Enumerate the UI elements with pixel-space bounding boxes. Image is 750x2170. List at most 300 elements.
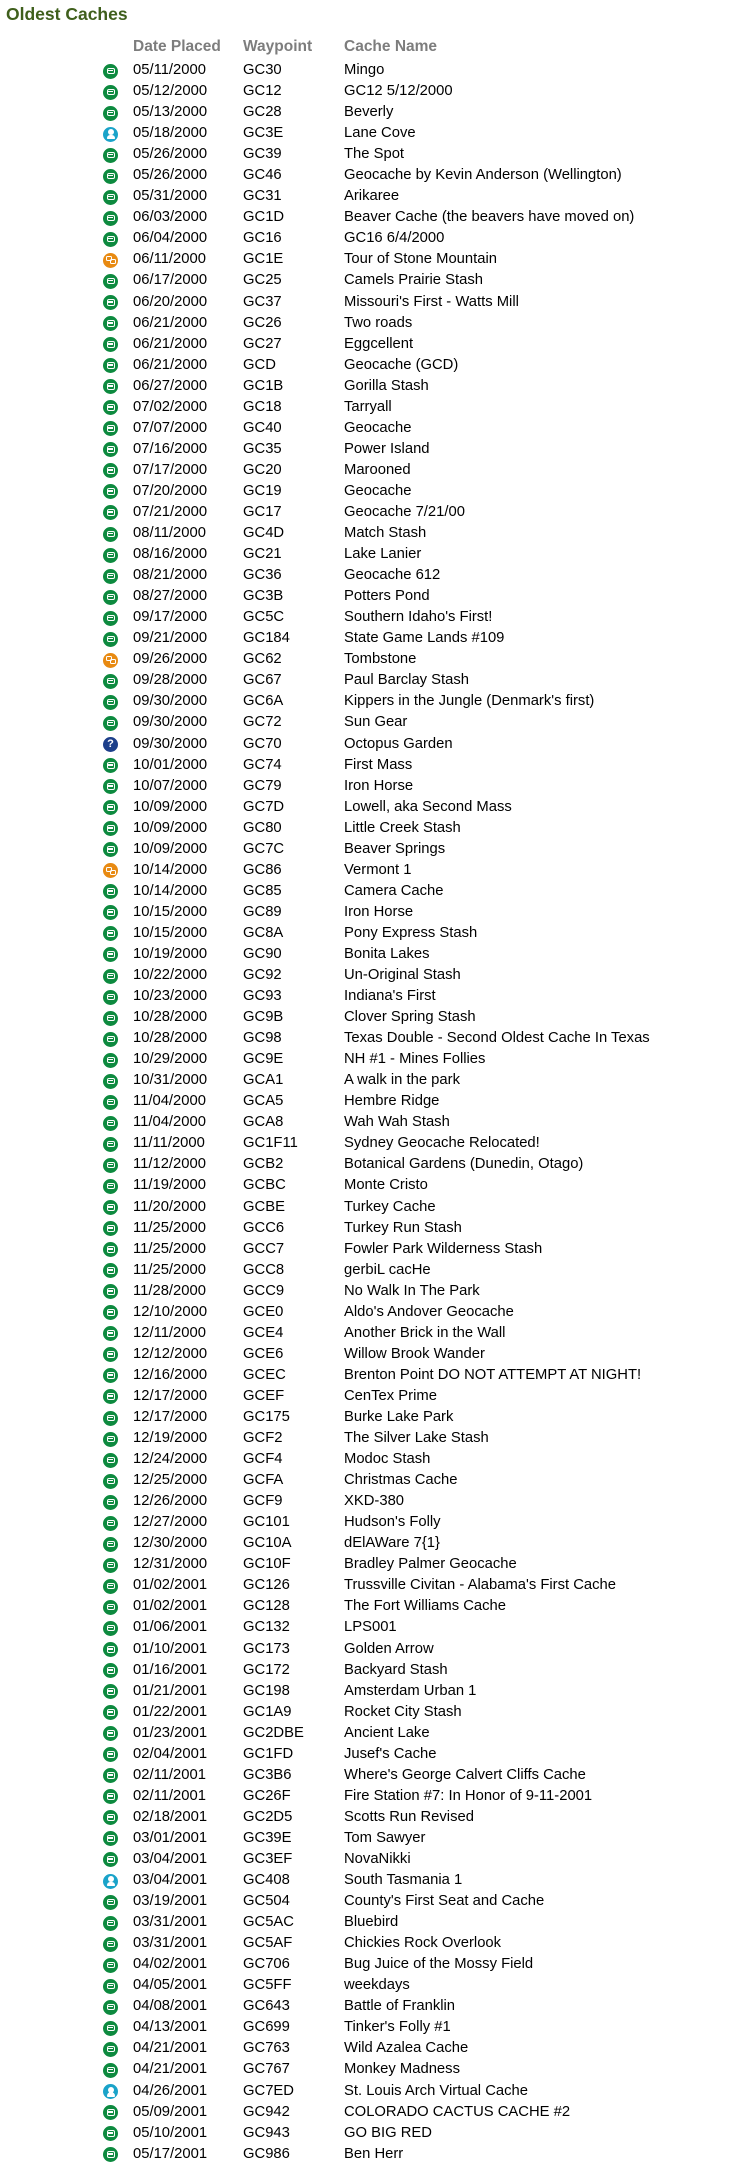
cache-name-link[interactable]: Camels Prairie Stash [344, 272, 483, 289]
waypoint-code[interactable]: GCFA [243, 1472, 284, 1489]
cache-name-link[interactable]: Mingo [344, 62, 385, 78]
virtual-cache-icon[interactable] [103, 1874, 118, 1889]
traditional-cache-icon[interactable] [103, 379, 118, 394]
traditional-cache-icon[interactable] [103, 527, 118, 542]
cache-name-link[interactable]: Little Creek Stash [344, 819, 461, 836]
cache-name-link[interactable]: GC12 5/12/2000 [344, 83, 453, 100]
waypoint-code[interactable]: GCD [243, 356, 276, 373]
waypoint-code[interactable]: GC40 [243, 419, 282, 436]
cache-name-link[interactable]: Jusef's Cache [344, 1745, 437, 1762]
traditional-cache-icon[interactable] [103, 1368, 118, 1383]
cache-name-link[interactable]: Geocache 7/21/00 [344, 503, 465, 520]
traditional-cache-icon[interactable] [103, 1684, 118, 1699]
waypoint-code[interactable]: GC1FD [243, 1745, 294, 1762]
traditional-cache-icon[interactable] [103, 2000, 118, 2015]
cache-name-link[interactable]: Power Island [344, 440, 430, 457]
cache-name-link[interactable]: County's First Seat and Cache [344, 1893, 545, 1910]
traditional-cache-icon[interactable] [103, 1095, 118, 1110]
cache-name-link[interactable]: NovaNikki [344, 1850, 411, 1867]
waypoint-code[interactable]: GC62 [243, 651, 282, 668]
traditional-cache-icon[interactable] [103, 674, 118, 689]
cache-name-link[interactable]: Christmas Cache [344, 1472, 458, 1489]
cache-name-link[interactable]: Tombstone [344, 651, 417, 668]
cache-name-link[interactable]: Potters Pond [344, 588, 430, 605]
traditional-cache-icon[interactable] [103, 358, 118, 373]
traditional-cache-icon[interactable] [103, 905, 118, 920]
waypoint-code[interactable]: GC89 [243, 903, 282, 920]
waypoint-code[interactable]: GC942 [243, 2103, 290, 2120]
cache-name-link[interactable]: Un-Original Stash [344, 967, 461, 984]
cache-name-link[interactable]: Indiana's First [344, 988, 436, 1005]
traditional-cache-icon[interactable] [103, 548, 118, 563]
waypoint-code[interactable]: GC7C [243, 840, 285, 857]
cache-name-link[interactable]: Beaver Springs [344, 840, 446, 857]
traditional-cache-icon[interactable] [103, 1053, 118, 1068]
waypoint-code[interactable]: GC92 [243, 967, 282, 984]
traditional-cache-icon[interactable] [103, 632, 118, 647]
cache-name-link[interactable]: Geocache (GCD) [344, 356, 459, 373]
cache-name-link[interactable]: Golden Arrow [344, 1640, 434, 1657]
traditional-cache-icon[interactable] [103, 1537, 118, 1552]
waypoint-code[interactable]: GC18 [243, 398, 282, 415]
waypoint-code[interactable]: GC5C [243, 609, 285, 626]
waypoint-code[interactable]: GC39 [243, 146, 282, 163]
waypoint-code[interactable]: GC9E [243, 1051, 284, 1068]
waypoint-code[interactable]: GC132 [243, 1619, 290, 1636]
waypoint-code[interactable]: GC643 [243, 1998, 290, 2015]
cache-name-link[interactable]: Kippers in the Jungle (Denmark's first) [344, 693, 595, 710]
waypoint-code[interactable]: GC1F11 [243, 1135, 298, 1152]
waypoint-code[interactable]: GC172 [243, 1661, 290, 1678]
traditional-cache-icon[interactable] [103, 1074, 118, 1089]
cache-name-link[interactable]: Another Brick in the Wall [344, 1324, 506, 1341]
waypoint-code[interactable]: GCC7 [243, 1240, 285, 1257]
mystery-cache-icon[interactable] [103, 737, 118, 752]
waypoint-code[interactable]: GC10F [243, 1556, 291, 1573]
traditional-cache-icon[interactable] [103, 947, 118, 962]
cache-name-link[interactable]: Wild Azalea Cache [344, 2040, 469, 2057]
cache-name-link[interactable]: LPS001 [344, 1619, 397, 1636]
traditional-cache-icon[interactable] [103, 148, 118, 163]
cache-name-link[interactable]: XKD-380 [344, 1493, 405, 1510]
cache-name-link[interactable]: Bug Juice of the Mossy Field [344, 1956, 534, 1973]
cache-name-link[interactable]: Lowell, aka Second Mass [344, 798, 512, 815]
waypoint-code[interactable]: GC1E [243, 251, 284, 268]
cache-name-link[interactable]: Hudson's Folly [344, 1514, 441, 1531]
cache-name-link[interactable]: Octopus Garden [344, 735, 453, 752]
waypoint-code[interactable]: GC85 [243, 882, 282, 899]
cache-name-link[interactable]: Geocache [344, 482, 412, 499]
cache-name-link[interactable]: State Game Lands #109 [344, 630, 505, 647]
waypoint-code[interactable]: GCC9 [243, 1282, 285, 1299]
traditional-cache-icon[interactable] [103, 1242, 118, 1257]
traditional-cache-icon[interactable] [103, 1411, 118, 1426]
waypoint-code[interactable]: GC1D [243, 209, 285, 226]
cache-name-link[interactable]: Brenton Point DO NOT ATTEMPT AT NIGHT! [344, 1366, 642, 1383]
cache-name-link[interactable]: Amsterdam Urban 1 [344, 1682, 477, 1699]
cache-name-link[interactable]: gerbiL cacHe [344, 1261, 431, 1278]
waypoint-code[interactable]: GC46 [243, 167, 282, 184]
cache-name-link[interactable]: Rocket City Stash [344, 1703, 462, 1720]
waypoint-code[interactable]: GC101 [243, 1514, 290, 1531]
waypoint-code[interactable]: GC26 [243, 314, 282, 331]
cache-name-link[interactable]: NH #1 - Mines Follies [344, 1051, 486, 1068]
waypoint-code[interactable]: GC7D [243, 798, 285, 815]
waypoint-code[interactable]: GC79 [243, 777, 282, 794]
waypoint-code[interactable]: GC36 [243, 567, 282, 584]
traditional-cache-icon[interactable] [103, 1305, 118, 1320]
traditional-cache-icon[interactable] [103, 1263, 118, 1278]
traditional-cache-icon[interactable] [103, 1158, 118, 1173]
traditional-cache-icon[interactable] [103, 2063, 118, 2078]
waypoint-code[interactable]: GC2DBE [243, 1724, 304, 1741]
waypoint-code[interactable]: GC21 [243, 546, 282, 563]
traditional-cache-icon[interactable] [103, 884, 118, 899]
cache-name-link[interactable]: Missouri's First - Watts Mill [344, 293, 519, 310]
cache-name-link[interactable]: No Walk In The Park [344, 1282, 480, 1299]
waypoint-code[interactable]: GC763 [243, 2040, 290, 2057]
cache-name-link[interactable]: Fowler Park Wilderness Stash [344, 1240, 543, 1257]
cache-name-link[interactable]: Clover Spring Stash [344, 1009, 476, 1026]
waypoint-code[interactable]: GC74 [243, 756, 282, 773]
waypoint-code[interactable]: GCA8 [243, 1114, 284, 1131]
cache-name-link[interactable]: Iron Horse [344, 903, 414, 920]
traditional-cache-icon[interactable] [103, 1600, 118, 1615]
cache-name-link[interactable]: Trussville Civitan - Alabama's First Cache [344, 1577, 616, 1594]
cache-name-link[interactable]: Wah Wah Stash [344, 1114, 450, 1131]
waypoint-code[interactable]: GC7ED [243, 2082, 294, 2099]
waypoint-code[interactable]: GC504 [243, 1893, 290, 1910]
waypoint-code[interactable]: GC943 [243, 2124, 290, 2141]
traditional-cache-icon[interactable] [103, 590, 118, 605]
cache-name-link[interactable]: Sydney Geocache Relocated! [344, 1135, 540, 1152]
waypoint-code[interactable]: GCC6 [243, 1219, 285, 1236]
cache-name-link[interactable]: The Spot [344, 146, 405, 163]
traditional-cache-icon[interactable] [103, 1747, 118, 1762]
traditional-cache-icon[interactable] [103, 800, 118, 815]
waypoint-code[interactable]: GC5AC [243, 1914, 294, 1931]
waypoint-code[interactable]: GC19 [243, 482, 282, 499]
waypoint-code[interactable]: GCE0 [243, 1303, 284, 1320]
waypoint-code[interactable]: GC80 [243, 819, 282, 836]
traditional-cache-icon[interactable] [103, 1958, 118, 1973]
traditional-cache-icon[interactable] [103, 442, 118, 457]
cache-name-link[interactable]: Turkey Run Stash [344, 1219, 462, 1236]
traditional-cache-icon[interactable] [103, 1137, 118, 1152]
cache-name-link[interactable]: Turkey Cache [344, 1198, 436, 1215]
waypoint-code[interactable]: GC3B [243, 588, 284, 605]
cache-name-link[interactable]: Iron Horse [344, 777, 414, 794]
cache-name-link[interactable]: Tom Sawyer [344, 1829, 426, 1846]
waypoint-code[interactable]: GC184 [243, 630, 290, 647]
traditional-cache-icon[interactable] [103, 1116, 118, 1131]
traditional-cache-icon[interactable] [103, 1432, 118, 1447]
waypoint-code[interactable]: GC20 [243, 461, 282, 478]
cache-name-link[interactable]: Southern Idaho's First! [344, 609, 493, 626]
cache-name-link[interactable]: Monkey Madness [344, 2061, 460, 2078]
traditional-cache-icon[interactable] [103, 779, 118, 794]
cache-name-link[interactable]: Sun Gear [344, 714, 408, 731]
cache-name-link[interactable]: St. Louis Arch Virtual Cache [344, 2082, 528, 2099]
traditional-cache-icon[interactable] [103, 1642, 118, 1657]
waypoint-code[interactable]: GC2D5 [243, 1808, 293, 1825]
cache-name-link[interactable]: Backyard Stash [344, 1661, 448, 1678]
waypoint-code[interactable]: GC72 [243, 714, 282, 731]
cache-name-link[interactable]: Where's George Calvert Cliffs Cache [344, 1766, 586, 1783]
waypoint-code[interactable]: GC3EF [243, 1850, 293, 1867]
traditional-cache-icon[interactable] [103, 211, 118, 226]
traditional-cache-icon[interactable] [103, 969, 118, 984]
cache-name-link[interactable]: South Tasmania 1 [344, 1872, 463, 1889]
waypoint-code[interactable]: GCEC [243, 1366, 286, 1383]
traditional-cache-icon[interactable] [103, 1979, 118, 1994]
cache-name-link[interactable]: Bradley Palmer Geocache [344, 1556, 517, 1573]
traditional-cache-icon[interactable] [103, 1579, 118, 1594]
traditional-cache-icon[interactable] [103, 1916, 118, 1931]
cache-name-link[interactable]: Two roads [344, 314, 413, 331]
cache-name-link[interactable]: The Silver Lake Stash [344, 1430, 489, 1447]
waypoint-code[interactable]: GC70 [243, 735, 282, 752]
traditional-cache-icon[interactable] [103, 337, 118, 352]
traditional-cache-icon[interactable] [103, 1937, 118, 1952]
cache-name-link[interactable]: Lake Lanier [344, 546, 422, 563]
traditional-cache-icon[interactable] [103, 1705, 118, 1720]
cache-name-link[interactable]: Tinker's Folly #1 [344, 2019, 451, 2036]
cache-name-link[interactable]: dElAWare 7{1} [344, 1535, 440, 1552]
traditional-cache-icon[interactable] [103, 1347, 118, 1362]
traditional-cache-icon[interactable] [103, 1495, 118, 1510]
multi-cache-icon[interactable] [103, 653, 118, 668]
waypoint-code[interactable]: GC986 [243, 2145, 290, 2162]
cache-name-link[interactable]: Arikaree [344, 188, 400, 205]
cache-name-link[interactable]: Tarryall [344, 398, 392, 415]
waypoint-code[interactable]: GCBC [243, 1177, 286, 1194]
cache-name-link[interactable]: A walk in the park [344, 1072, 460, 1089]
waypoint-code[interactable]: GC39E [243, 1829, 292, 1846]
cache-name-link[interactable]: Pony Express Stash [344, 924, 478, 941]
multi-cache-icon[interactable] [103, 863, 118, 878]
waypoint-code[interactable]: GC86 [243, 861, 282, 878]
traditional-cache-icon[interactable] [103, 1726, 118, 1741]
waypoint-code[interactable]: GC699 [243, 2019, 290, 2036]
cache-name-link[interactable]: Modoc Stash [344, 1451, 431, 1468]
waypoint-code[interactable]: GC31 [243, 188, 282, 205]
waypoint-code[interactable]: GCBE [243, 1198, 285, 1215]
cache-name-link[interactable]: Camera Cache [344, 882, 444, 899]
cache-name-link[interactable]: Eggcellent [344, 335, 414, 352]
cache-name-link[interactable]: Bonita Lakes [344, 945, 430, 962]
cache-name-link[interactable]: GO BIG RED [344, 2124, 432, 2141]
waypoint-code[interactable]: GC30 [243, 62, 282, 78]
waypoint-code[interactable]: GC198 [243, 1682, 290, 1699]
traditional-cache-icon[interactable] [103, 400, 118, 415]
waypoint-code[interactable]: GCEF [243, 1387, 285, 1404]
traditional-cache-icon[interactable] [103, 821, 118, 836]
traditional-cache-icon[interactable] [103, 274, 118, 289]
waypoint-code[interactable]: GC27 [243, 335, 282, 352]
cache-name-link[interactable]: First Mass [344, 756, 413, 773]
cache-name-link[interactable]: GC16 6/4/2000 [344, 230, 445, 247]
traditional-cache-icon[interactable] [103, 316, 118, 331]
waypoint-code[interactable]: GCF4 [243, 1451, 283, 1468]
cache-name-link[interactable]: Chickies Rock Overlook [344, 1935, 502, 1952]
traditional-cache-icon[interactable] [103, 1326, 118, 1341]
waypoint-code[interactable]: GC128 [243, 1598, 290, 1615]
cache-name-link[interactable]: The Fort Williams Cache [344, 1598, 506, 1615]
waypoint-code[interactable]: GC90 [243, 945, 282, 962]
traditional-cache-icon[interactable] [103, 421, 118, 436]
traditional-cache-icon[interactable] [103, 64, 118, 79]
traditional-cache-icon[interactable] [103, 1011, 118, 1026]
traditional-cache-icon[interactable] [103, 695, 118, 710]
traditional-cache-icon[interactable] [103, 85, 118, 100]
waypoint-code[interactable]: GCE4 [243, 1324, 284, 1341]
traditional-cache-icon[interactable] [103, 1032, 118, 1047]
waypoint-code[interactable]: GC12 [243, 83, 282, 100]
cache-name-link[interactable]: Battle of Franklin [344, 1998, 456, 2015]
cache-name-link[interactable]: Geocache by Kevin Anderson (Wellington) [344, 167, 622, 184]
cache-name-link[interactable]: Beverly [344, 104, 394, 121]
cache-name-link[interactable]: Aldo's Andover Geocache [344, 1303, 514, 1320]
multi-cache-icon[interactable] [103, 253, 118, 268]
traditional-cache-icon[interactable] [103, 716, 118, 731]
cache-name-link[interactable]: Vermont 1 [344, 861, 412, 878]
traditional-cache-icon[interactable] [103, 190, 118, 205]
virtual-cache-icon[interactable] [103, 127, 118, 142]
cache-name-link[interactable]: Fire Station #7: In Honor of 9-11-2001 [344, 1787, 593, 1804]
traditional-cache-icon[interactable] [103, 232, 118, 247]
cache-name-link[interactable]: Scotts Run Revised [344, 1808, 474, 1825]
traditional-cache-icon[interactable] [103, 1558, 118, 1573]
cache-name-link[interactable]: Burke Lake Park [344, 1409, 454, 1425]
traditional-cache-icon[interactable] [103, 990, 118, 1005]
traditional-cache-icon[interactable] [103, 2105, 118, 2120]
cache-name-link[interactable]: Geocache 612 [344, 567, 441, 584]
cache-name-link[interactable]: Botanical Gardens (Dunedin, Otago) [344, 1156, 584, 1173]
traditional-cache-icon[interactable] [103, 1852, 118, 1867]
waypoint-code[interactable]: GC173 [243, 1640, 290, 1657]
traditional-cache-icon[interactable] [103, 1895, 118, 1910]
cache-name-link[interactable]: Hembre Ridge [344, 1093, 440, 1110]
cache-name-link[interactable]: COLORADO CACTUS CACHE #2 [344, 2103, 571, 2120]
waypoint-code[interactable]: GC1B [243, 377, 284, 394]
cache-name-link[interactable]: Ancient Lake [344, 1724, 430, 1741]
waypoint-code[interactable]: GC25 [243, 272, 282, 289]
waypoint-code[interactable]: GC1A9 [243, 1703, 292, 1720]
waypoint-code[interactable]: GC28 [243, 104, 282, 121]
cache-name-link[interactable]: Ben Herr [344, 2145, 404, 2162]
waypoint-code[interactable]: GC4D [243, 525, 285, 542]
waypoint-code[interactable]: GC408 [243, 1872, 290, 1889]
traditional-cache-icon[interactable] [103, 1284, 118, 1299]
cache-name-link[interactable]: weekdays [344, 1977, 410, 1994]
traditional-cache-icon[interactable] [103, 842, 118, 857]
waypoint-code[interactable]: GCA1 [243, 1072, 284, 1089]
waypoint-code[interactable]: GCF2 [243, 1430, 283, 1447]
waypoint-code[interactable]: GC17 [243, 503, 282, 520]
cache-name-link[interactable]: Lane Cove [344, 125, 416, 142]
cache-name-link[interactable]: Paul Barclay Stash [344, 672, 470, 689]
waypoint-code[interactable]: GC175 [243, 1409, 290, 1425]
traditional-cache-icon[interactable] [103, 926, 118, 941]
traditional-cache-icon[interactable] [103, 1516, 118, 1531]
waypoint-code[interactable]: GC9B [243, 1009, 284, 1026]
cache-name-link[interactable]: Monte Cristo [344, 1177, 428, 1194]
traditional-cache-icon[interactable] [103, 2042, 118, 2057]
waypoint-code[interactable]: GC706 [243, 1956, 290, 1973]
traditional-cache-icon[interactable] [103, 1389, 118, 1404]
waypoint-code[interactable]: GC10A [243, 1535, 292, 1552]
traditional-cache-icon[interactable] [103, 1474, 118, 1489]
waypoint-code[interactable]: GC67 [243, 672, 282, 689]
cache-name-link[interactable]: Marooned [344, 461, 411, 478]
waypoint-code[interactable]: GC26F [243, 1787, 291, 1804]
traditional-cache-icon[interactable] [103, 505, 118, 520]
virtual-cache-icon[interactable] [103, 2084, 118, 2099]
traditional-cache-icon[interactable] [103, 295, 118, 310]
cache-name-link[interactable]: Texas Double - Second Oldest Cache In Texas [344, 1030, 650, 1047]
cache-name-link[interactable]: CenTex Prime [344, 1387, 437, 1404]
waypoint-code[interactable]: GCB2 [243, 1156, 284, 1173]
cache-name-link[interactable]: Tour of Stone Mountain [344, 251, 497, 268]
waypoint-code[interactable]: GC5AF [243, 1935, 293, 1952]
traditional-cache-icon[interactable] [103, 1200, 118, 1215]
traditional-cache-icon[interactable] [103, 484, 118, 499]
traditional-cache-icon[interactable] [103, 1810, 118, 1825]
waypoint-code[interactable]: GC35 [243, 440, 282, 457]
waypoint-code[interactable]: GC3E [243, 125, 284, 142]
waypoint-code[interactable]: GC8A [243, 924, 284, 941]
waypoint-code[interactable]: GCC8 [243, 1261, 285, 1278]
traditional-cache-icon[interactable] [103, 1221, 118, 1236]
cache-name-link[interactable]: Geocache [344, 419, 412, 436]
waypoint-code[interactable]: GC3B6 [243, 1766, 292, 1783]
waypoint-code[interactable]: GC98 [243, 1030, 282, 1047]
traditional-cache-icon[interactable] [103, 1179, 118, 1194]
waypoint-code[interactable]: GCE6 [243, 1345, 284, 1362]
traditional-cache-icon[interactable] [103, 1789, 118, 1804]
waypoint-code[interactable]: GC93 [243, 988, 282, 1005]
waypoint-code[interactable]: GC767 [243, 2061, 290, 2078]
traditional-cache-icon[interactable] [103, 611, 118, 626]
waypoint-code[interactable]: GC37 [243, 293, 282, 310]
waypoint-code[interactable]: GC6A [243, 693, 284, 710]
cache-name-link[interactable]: Beaver Cache (the beavers have moved on) [344, 209, 635, 226]
traditional-cache-icon[interactable] [103, 758, 118, 773]
traditional-cache-icon[interactable] [103, 2126, 118, 2141]
traditional-cache-icon[interactable] [103, 2021, 118, 2036]
traditional-cache-icon[interactable] [103, 463, 118, 478]
waypoint-code[interactable]: GC126 [243, 1577, 290, 1594]
waypoint-code[interactable]: GC5FF [243, 1977, 292, 1994]
waypoint-code[interactable]: GCA5 [243, 1093, 284, 1110]
cache-name-link[interactable]: Bluebird [344, 1914, 399, 1931]
traditional-cache-icon[interactable] [103, 1768, 118, 1783]
traditional-cache-icon[interactable] [103, 106, 118, 121]
traditional-cache-icon[interactable] [103, 1663, 118, 1678]
traditional-cache-icon[interactable] [103, 1621, 118, 1636]
traditional-cache-icon[interactable] [103, 1453, 118, 1468]
cache-name-link[interactable]: Match Stash [344, 525, 427, 542]
traditional-cache-icon[interactable] [103, 569, 118, 584]
traditional-cache-icon[interactable] [103, 169, 118, 184]
traditional-cache-icon[interactable] [103, 2147, 118, 2162]
cache-name-link[interactable]: Gorilla Stash [344, 377, 429, 394]
traditional-cache-icon[interactable] [103, 1831, 118, 1846]
cache-name-link[interactable]: Willow Brook Wander [344, 1345, 485, 1362]
waypoint-code[interactable]: GCF9 [243, 1493, 283, 1510]
waypoint-code[interactable]: GC16 [243, 230, 282, 247]
